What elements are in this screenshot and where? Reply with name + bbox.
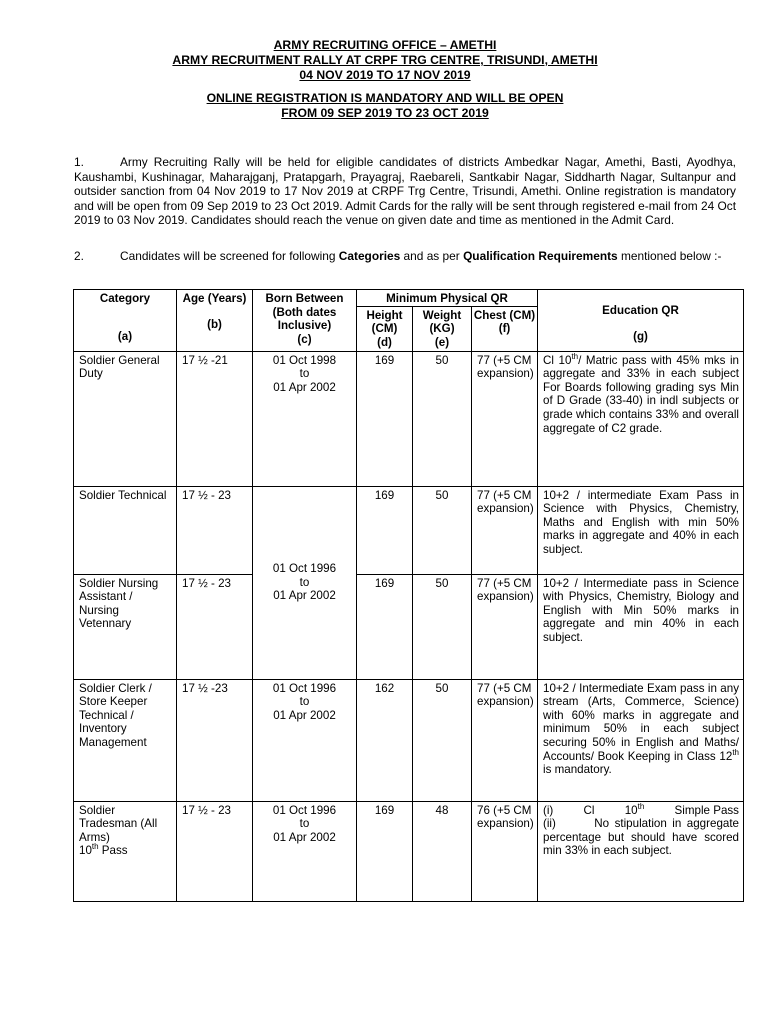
eligibility-table: [73, 289, 744, 902]
header-height: Height (CM) (d): [357, 306, 413, 351]
born-cell: 01 Oct 1996 to 01 Apr 2002: [253, 679, 357, 801]
chest-cell: 77 (+5 CM expansion): [472, 679, 538, 801]
education-cell: Cl 10th/ Matric pass with 45% mks in aggregate and 33% in each subject For Boards following grading sys Min of D Grade (33-40) in indl subjects or grade which contains 33% and overall aggregate of C2 grade.: [538, 351, 744, 486]
header-weight: Weight (KG) (e): [413, 306, 472, 351]
height-cell: 169: [357, 574, 413, 679]
edu-item-label: (ii): [543, 817, 595, 831]
paragraph-number: 1.: [74, 155, 84, 169]
born-cell: 01 Oct 1998 to 01 Apr 2002: [253, 351, 357, 486]
education-cell: 10+2 / Intermediate Exam pass in any stream (Arts, Commerce, Science) with 60% marks in aggregate and minimum 50% in each subject securing 50% in English and Maths/ Accounts/ Book Keeping in Class 12th is mandatory.: [538, 679, 744, 801]
table-row: [74, 486, 744, 574]
height-cell: 169: [357, 351, 413, 486]
table-row: [74, 679, 744, 801]
registration-notice: ONLINE REGISTRATION IS MANDATORY AND WILL BE OPEN: [206, 91, 564, 105]
header-category: Category (a): [74, 290, 177, 352]
header-minimum-physical: Minimum Physical QR: [357, 290, 538, 307]
table-row: [74, 801, 744, 901]
category-cell: Soldier General Duty: [74, 351, 177, 486]
education-cell: (i) Cl 10th Simple Pass (ii) No stipulation in aggregate percentage but should have scored min 33% in each subject.: [538, 801, 744, 901]
table-row: [74, 351, 744, 486]
paragraph-2: [74, 249, 736, 264]
categories-emphasis: Categories: [338, 249, 401, 263]
header-chest: Chest (CM) (f): [472, 306, 538, 351]
weight-cell: 50: [413, 486, 472, 574]
chest-cell: 77 (+5 CM expansion): [472, 351, 538, 486]
header-age: Age (Years) (b): [177, 290, 253, 352]
born-cell-merged: 01 Oct 1996 to 01 Apr 2002: [253, 486, 357, 679]
paragraph-text: Army Recruiting Rally will be held for eligible candidates of districts Ambedkar Nagar, Amethi, Basti, Ayodhya, Kaushambi, Kushinagar, Maharajganj, Pratapgarh, Prayagraj, Raebareli, Santkabir Nagar, Siddharth Nagar, Sultanpur and outsider sanction from 04 Nov 2019 to 17 Nov 2019 at CRPF Trg Centre, Trisundi, Amethi. Online registration is mandatory and will be open from 09 Sep 2019 to 23 Oct 2019. Admit Cards for the rally will be sent through registered e-mail from 24 Oct 2019 to 03 Nov 2019. Candidates should reach the venue on given date and time as mentioned in the Admit Card.: [74, 155, 736, 228]
rally-dates: 04 NOV 2019 TO 17 NOV 2019: [299, 68, 471, 82]
weight-cell: 50: [413, 351, 472, 486]
height-cell: 169: [357, 486, 413, 574]
rally-title: ARMY RECRUITMENT RALLY AT CRPF TRG CENTRE, TRISUNDI, AMETHI: [172, 53, 598, 67]
qualification-emphasis: Qualification Requirements: [463, 249, 618, 263]
height-cell: 162: [357, 679, 413, 801]
age-cell: 17 ½ - 23: [177, 486, 253, 574]
chest-cell: 76 (+5 CM expansion): [472, 801, 538, 901]
table-row: [74, 574, 744, 679]
paragraph-text: Candidates will be screened for following: [120, 249, 339, 263]
age-cell: 17 ½ -21: [177, 351, 253, 486]
paragraph-text: mentioned below :-: [617, 249, 722, 263]
paragraph-text: and as per: [400, 249, 464, 263]
header-born-between: Born Between (Both dates Inclusive) (c): [253, 290, 357, 352]
office-title: ARMY RECRUITING OFFICE – AMETHI: [273, 38, 497, 52]
paragraph-number: 2.: [74, 249, 84, 263]
weight-cell: 48: [413, 801, 472, 901]
age-cell: 17 ½ - 23: [177, 574, 253, 679]
education-cell: 10+2 / Intermediate pass in Science with Physics, Chemistry, Biology and English with Min 50% marks in aggregate and min 40% in each subject.: [538, 574, 744, 679]
age-cell: 17 ½ -23: [177, 679, 253, 801]
category-cell: Soldier Tradesman (All Arms) 10th Pass: [74, 801, 177, 901]
age-cell: 17 ½ - 23: [177, 801, 253, 901]
chest-cell: 77 (+5 CM expansion): [472, 486, 538, 574]
category-cell: Soldier Nursing Assistant / Nursing Vetennary: [74, 574, 177, 679]
registration-dates: FROM 09 SEP 2019 TO 23 OCT 2019: [281, 106, 489, 120]
paragraph-1: [74, 155, 736, 228]
height-cell: 169: [357, 801, 413, 901]
chest-cell: 77 (+5 CM expansion): [472, 574, 538, 679]
education-cell: 10+2 / intermediate Exam Pass in Science with Physics, Chemistry, Maths and English with min 50% marks in aggregate and 40% in each subject.: [538, 486, 744, 574]
weight-cell: 50: [413, 679, 472, 801]
weight-cell: 50: [413, 574, 472, 679]
born-cell: 01 Oct 1996 to 01 Apr 2002: [253, 801, 357, 901]
header-education: Education QR (g): [538, 290, 744, 352]
category-cell: Soldier Clerk / Store Keeper Technical / Inventory Management: [74, 679, 177, 801]
category-cell: Soldier Technical: [74, 486, 177, 574]
